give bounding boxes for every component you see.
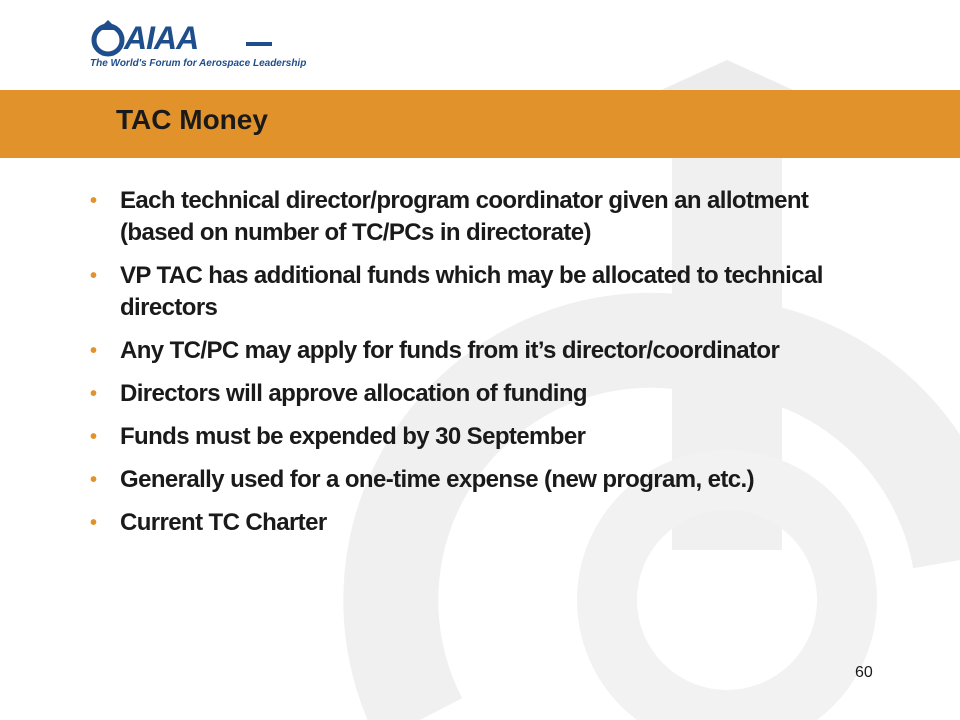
bullet-item [90,421,850,453]
bullet-item [90,260,850,324]
bullet-dot-icon: • [90,265,98,287]
bullet-dot-icon: • [90,340,98,362]
bullet-dot-icon: • [90,190,98,212]
bullet-text: Any TC/PC may apply for funds from it’s director/coordinator [120,337,780,364]
bullet-dot-icon: • [90,469,98,491]
bullet-text: Funds must be expended by 30 September [120,423,586,450]
bullet-item [90,335,850,367]
bullet-dot-icon: • [90,426,98,448]
bullet-text: Each technical director/program coordinator given an allotment (based on number of TC/PCs in directorate) [120,187,809,246]
logo-tagline: The World's Forum for Aerospace Leadership [90,58,307,69]
bullet-text: VP TAC has additional funds which may be allocated to technical directors [120,262,823,321]
bullet-item [90,185,850,249]
bullet-dot-icon: • [90,512,98,534]
slide-title: TAC Money [116,104,268,135]
page-number: 60 [855,664,873,681]
logo-wordmark: AIAA [124,20,199,56]
bullet-dot-icon: • [90,383,98,405]
bullet-list [90,185,850,550]
bullet-item [90,378,850,410]
bullet-item [90,507,850,539]
bullet-text: Directors will approve allocation of funding [120,380,587,407]
bullet-text: Current TC Charter [120,509,327,536]
bullet-text: Generally used for a one-time expense (new program, etc.) [120,466,754,493]
bullet-item [90,464,850,496]
